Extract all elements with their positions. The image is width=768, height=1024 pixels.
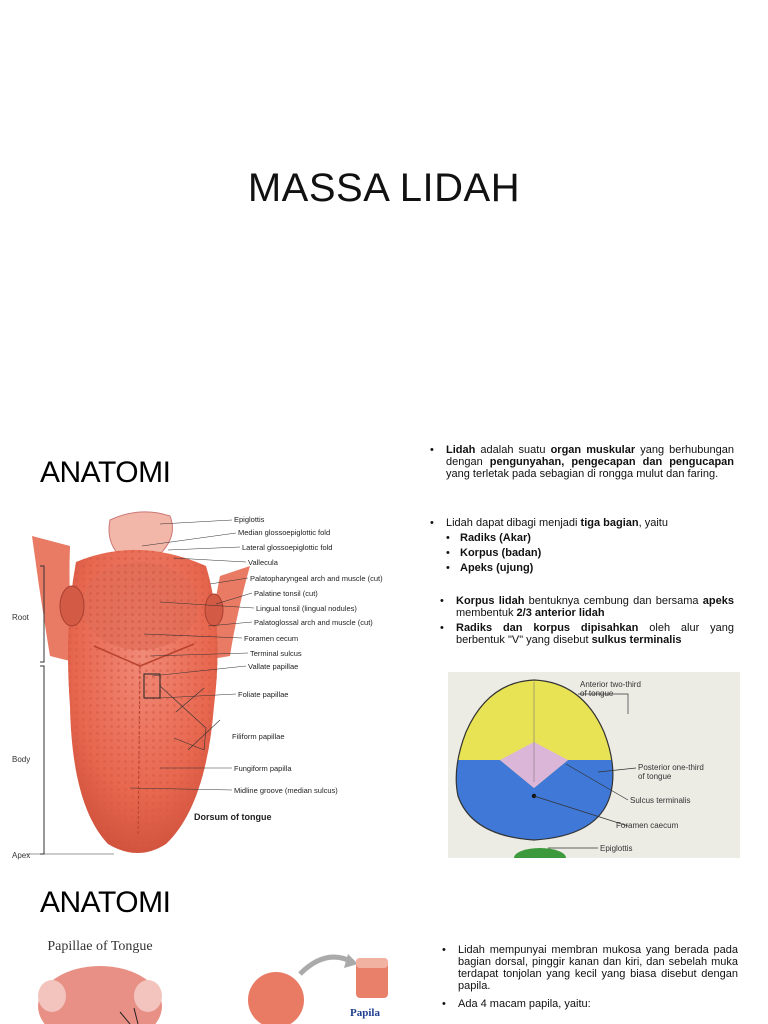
label-filiform: Filiform papillae xyxy=(232,732,285,741)
label-terminal-sulcus: Terminal sulcus xyxy=(250,649,302,658)
anatomy-slide-2 xyxy=(0,864,768,1024)
label-fungiform: Fungiform papilla xyxy=(234,764,292,773)
list-item: • Apeks (ujung) xyxy=(446,562,734,574)
label-palatoglossal: Palatoglossal arch and muscle (cut) xyxy=(254,618,373,627)
tongue-regions-diagram xyxy=(448,672,740,858)
svg-text:of tongue: of tongue xyxy=(580,689,614,698)
label-palatine-tonsil: Palatine tonsil (cut) xyxy=(254,589,318,598)
label-posterior: Posterior one-third xyxy=(638,763,704,772)
list-item: • Korpus (badan) xyxy=(446,547,734,559)
anatomy-slide-1 xyxy=(0,432,768,864)
papila-text: • Lidah mempunyai membran mukosa yang berada pada bagian dorsal, pinggir kanan dan kiri, dan sebelah muka terdapat tonjolan yang kecil yang biasa disebut dengan papila. • Ada 4 macam papila, yaitu: xyxy=(442,944,738,1010)
label-vallecula: Vallecula xyxy=(248,558,278,567)
label-median-fold: Median glossoepiglottic fold xyxy=(238,528,331,537)
label-lingual-tonsil: Lingual tonsil (lingual nodules) xyxy=(256,604,357,613)
intro-text: • Lidah adalah suatu organ muskular yang berhubungan dengan pengunyahan, pengecapan dan pengucapan yang terletak pada sebagian di rongga mulut dan faring. xyxy=(430,444,734,480)
label-foliate: Foliate papillae xyxy=(238,690,289,699)
figure-caption: Dorsum of tongue xyxy=(194,812,272,822)
label-diagram-epiglottis: Epiglottis xyxy=(600,844,633,853)
svg-text:of tongue: of tongue xyxy=(638,772,672,781)
label-foramen: Foramen caecum xyxy=(616,821,679,830)
list-item: • Radiks (Akar) xyxy=(446,532,734,544)
korpus-text: • Korpus lidah bentuknya cembung dan bersama apeks membentuk 2/3 anterior lidah • Radiks dan korpus dipisahkan oleh alur yang berbentuk "V" yang disebut sulkus terminalis xyxy=(440,595,734,646)
label-palatopharyngeal: Palatopharyngeal arch and muscle (cut) xyxy=(250,574,383,583)
label-body: Body xyxy=(12,755,31,764)
tongue-anatomy-illustration xyxy=(10,506,390,860)
slide-heading: ANATOMI xyxy=(40,456,171,489)
label-root: Root xyxy=(12,613,29,622)
papila-illustration xyxy=(240,944,390,1024)
papila-label: Papila xyxy=(350,1007,380,1019)
label-midline-groove: Midline groove (median sulcus) xyxy=(234,786,338,795)
label-vallate: Vallate papillae xyxy=(248,662,299,671)
photo-caption: Papillae of Tongue xyxy=(47,939,153,954)
label-lateral-fold: Lateral glossoepiglottic fold xyxy=(242,543,333,552)
label-apex: Apex xyxy=(12,851,31,860)
label-epiglottis: Epiglottis xyxy=(234,515,265,524)
papillae-photo xyxy=(30,934,170,1024)
slide-heading: ANATOMI xyxy=(40,886,171,919)
title-slide xyxy=(0,0,768,432)
label-anterior: Anterior two-third xyxy=(580,680,641,689)
label-sulcus: Sulcus terminalis xyxy=(630,796,691,805)
slide-title: MASSA LIDAH xyxy=(247,166,521,210)
parts-list: • Lidah dapat dibagi menjadi tiga bagian, yaitu • Radiks (Akar) • Korpus (badan) • Apeks (ujung) xyxy=(430,517,734,574)
label-foramen-cecum: Foramen cecum xyxy=(244,634,299,643)
